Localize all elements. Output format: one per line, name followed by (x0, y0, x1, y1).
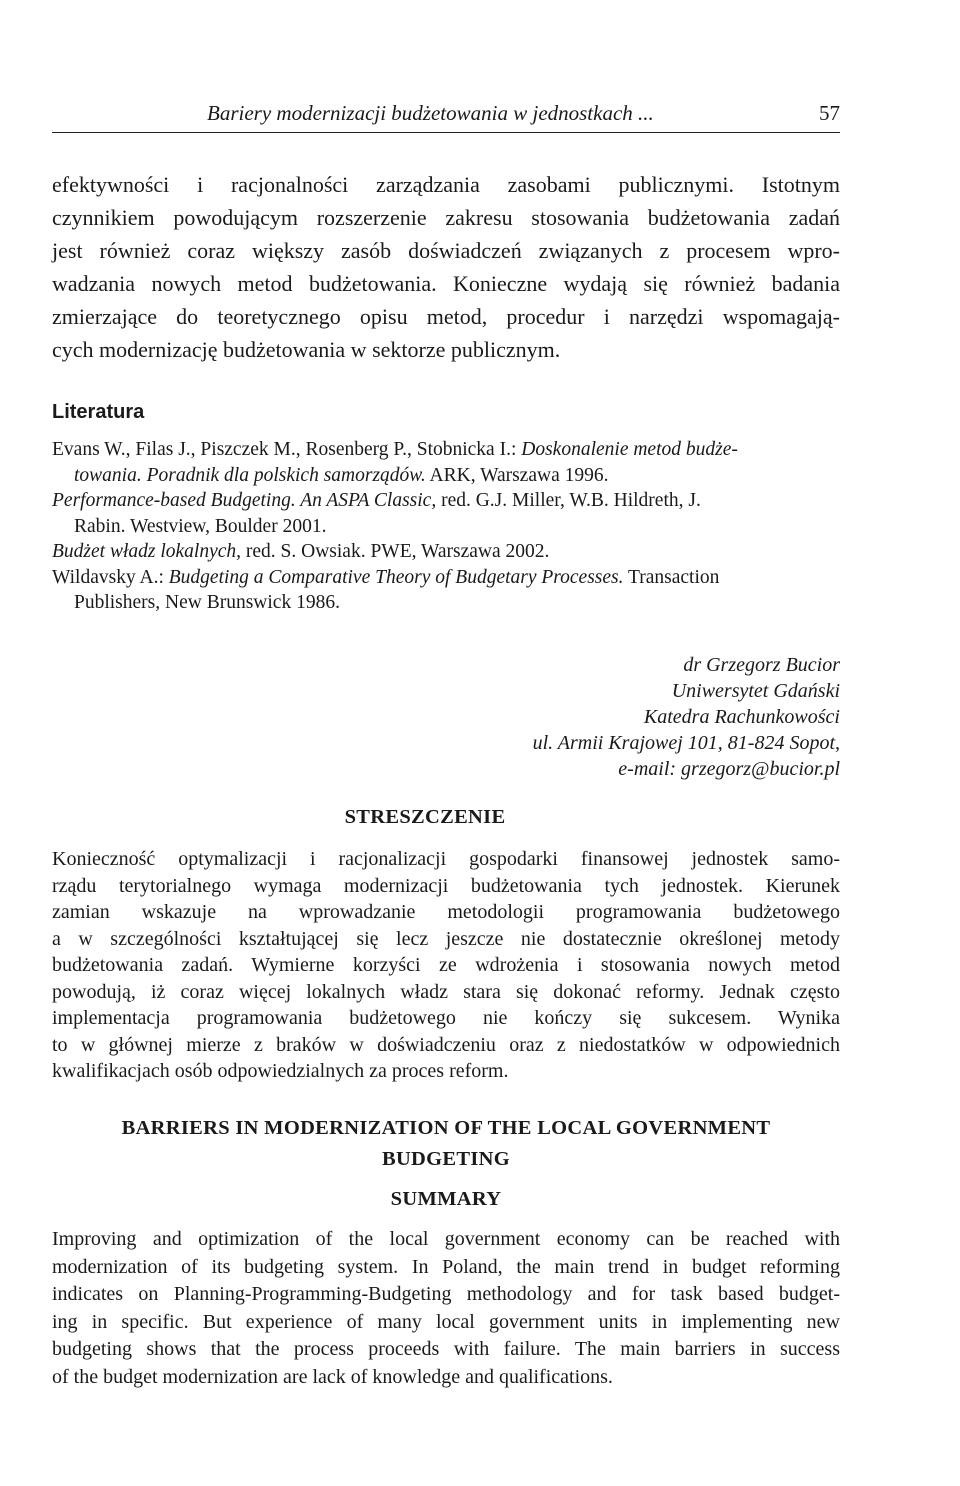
reference-line (52, 514, 840, 540)
reference-italic-run: Doskonalenie metod budże- (521, 439, 738, 460)
paragraph-line: zmierzające do teoretycznego opisu metod, procedur i narzędzi wspomagają- (52, 304, 840, 329)
paragraph-line: Improving and optimization of the local government economy can be reached with (52, 1228, 840, 1250)
paragraph-line: powodują, iż coraz więcej lokalnych władz stara się dokonać reformy. Jednak często (52, 980, 840, 1003)
author-department: Katedra Rachunkowości (643, 706, 840, 728)
author-address: ul. Armii Krajowej 101, 81-824 Sopot, (532, 732, 840, 754)
reference-line (52, 463, 840, 489)
author-university: Uniwersytet Gdański (671, 680, 840, 702)
paragraph-line: of the budget modernization are lack of knowledge and qualifications. (52, 1365, 613, 1388)
reference-list (52, 437, 840, 616)
reference-italic-run: Budżet władz lokalnych, (52, 541, 242, 562)
author-address-block (533, 652, 840, 782)
summary-heading: SUMMARY (390, 1188, 502, 1210)
reference-italic-run: towania. Poradnik dla polskich samorządów. (74, 464, 426, 486)
author-name: dr Grzegorz Bucior (683, 654, 840, 676)
reference-run: Transaction (623, 566, 720, 588)
paragraph-line: zamian wskazuje na wprowadzanie metodologii programowania budżetowego (52, 901, 840, 923)
reference-italic-run: Performance-based Budgeting. An ASPA Classic, (52, 490, 437, 511)
reference-line (52, 437, 840, 463)
reference-run: Evans W., Filas J., Piszczek M., Rosenberg P., Stobnicka I.: (52, 439, 522, 460)
paragraph-line: wadzania nowych metod budżetowania. Konieczne wydają się również badania (52, 271, 840, 296)
reference-line (52, 488, 840, 514)
running-header (52, 98, 840, 133)
paragraph-line: implementacja programowania budżetowego nie kończy się sukcesem. Wynika (52, 1007, 840, 1029)
paragraph-line: rządu terytorialnego wymaga modernizacji budżetowania tych jednostek. Kierunek (52, 874, 840, 897)
paragraph-line: budżetowania zadań. Wymierne korzyści ze wdrożenia i stosowania nowych metod (52, 954, 840, 976)
reference-run: Publishers, New Brunswick 1986. (74, 592, 340, 613)
paragraph-line: budgeting shows that the process proceeds with failure. The main barriers in success (52, 1338, 840, 1360)
streszczenie-paragraph (52, 846, 840, 1085)
running-title: Bariery modernizacji budżetowania w jednostkach ... (207, 101, 654, 125)
reference-line (52, 565, 840, 591)
paragraph-line: modernization of its budgeting system. In Poland, the main trend in budget reforming (52, 1255, 840, 1278)
paragraph-line: efektywności i racjonalności zarządzania zasobami publicznymi. Istotnym (52, 172, 840, 197)
intro-paragraph (52, 168, 840, 366)
paragraph-line: kwalifikacjach osób odpowiedzialnych za proces reform. (52, 1060, 509, 1082)
streszczenie-heading: STRESZCZENIE (344, 806, 506, 828)
paragraph-line: indicates on Planning-Programming-Budgeting methodology and for task based budget- (52, 1283, 840, 1305)
reference-run: red. S. Owsiak. PWE, Warszawa 2002. (241, 541, 550, 562)
paragraph-line: to w głównej mierze z braków w doświadczeniu oraz z niedostatków w odpowiednich (52, 1033, 840, 1056)
page-number: 57 (819, 101, 840, 125)
english-title-line-2: BUDGETING (381, 1148, 510, 1170)
reference-italic-run: Budgeting a Comparative Theory of Budgetary Processes. (168, 566, 624, 588)
paragraph-line: a w szczególności kształtującej się lecz jeszcze nie dostatecznie określonej metody (52, 927, 840, 950)
paragraph-line: Konieczność optymalizacji i racjonalizacji gospodarki finansowej jednostek samo- (52, 848, 840, 870)
paragraph-line: jest również coraz większy zasób doświadczeń związanych z procesem wpro- (52, 238, 840, 263)
reference-run: Wildavsky A.: (52, 566, 169, 588)
paragraph-line: czynnikiem powodującym rozszerzenie zakresu stosowania budżetowania zadań (52, 205, 840, 230)
paragraph-line: cych modernizację budżetowania w sektorze publicznym. (52, 337, 561, 362)
reference-line (52, 539, 840, 565)
author-email: e-mail: grzegorz@bucior.pl (618, 758, 840, 780)
reference-line (52, 590, 840, 616)
literature-heading: Literatura (52, 401, 145, 423)
summary-paragraph (52, 1226, 840, 1391)
reference-run: red. G.J. Miller, W.B. Hildreth, J. (436, 490, 701, 511)
reference-run: Rabin. Westview, Boulder 2001. (74, 515, 327, 537)
paragraph-line: ing in specific. But experience of many local government units in implementing new (52, 1310, 840, 1333)
english-title-line-1: BARRIERS IN MODERNIZATION OF THE LOCAL GOVERNMENT (121, 1117, 771, 1139)
reference-run: ARK, Warszawa 1996. (425, 464, 609, 486)
